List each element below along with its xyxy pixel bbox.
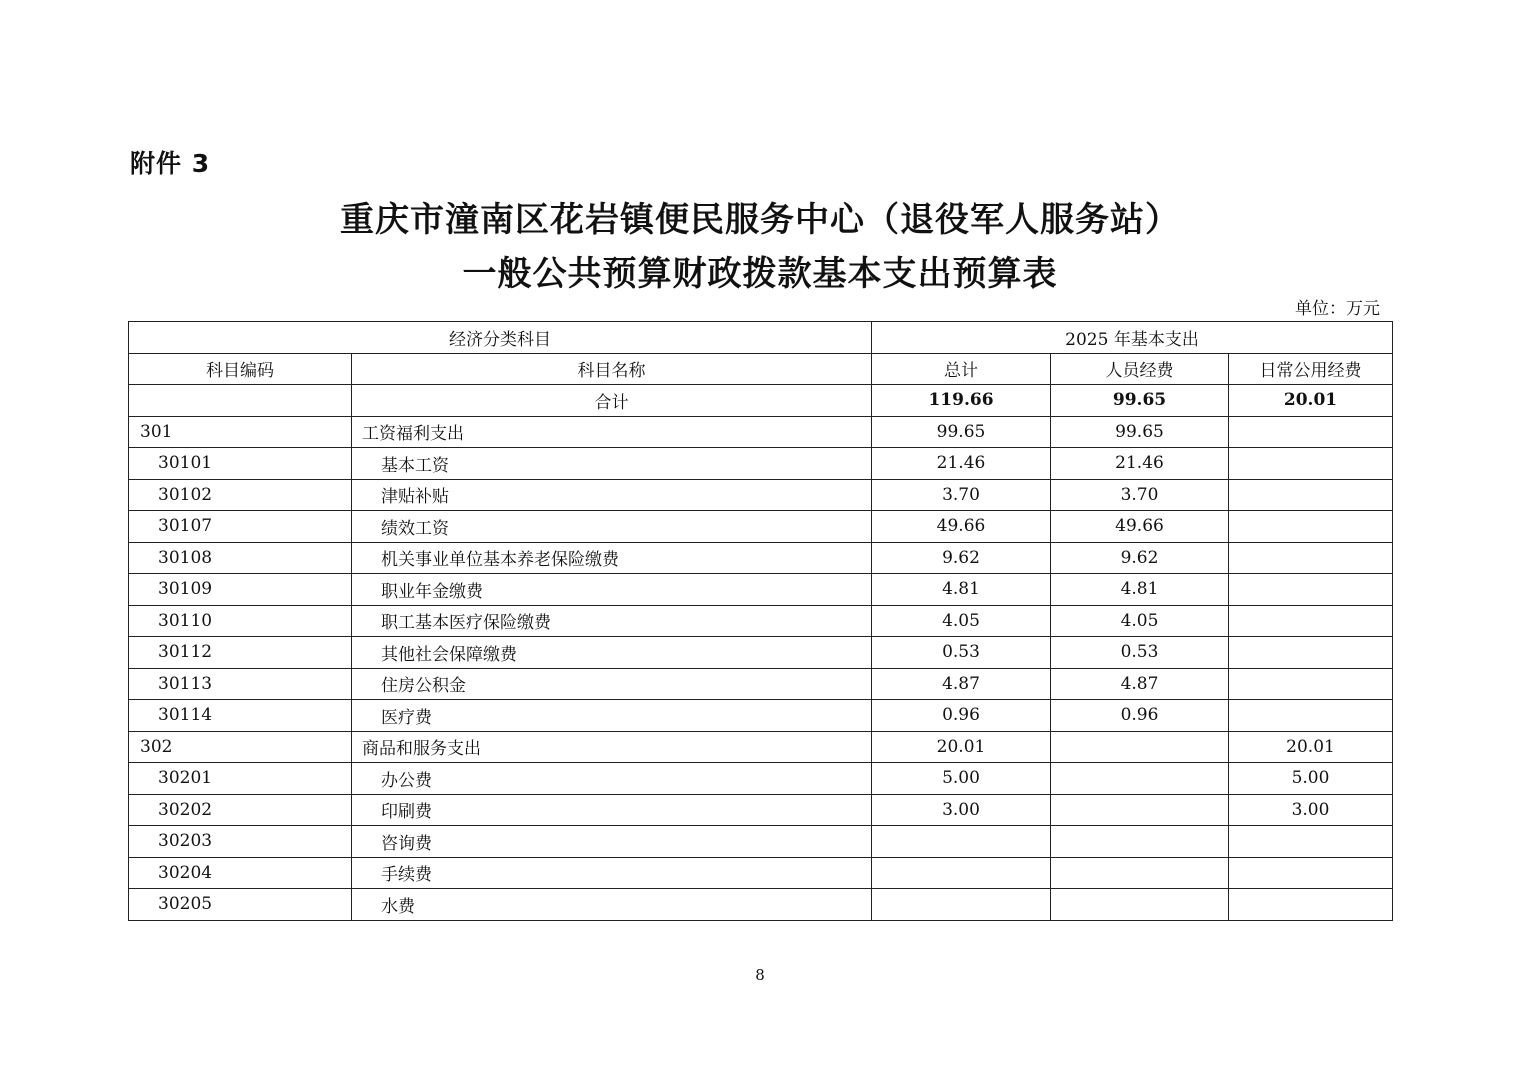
row-public-cell — [1229, 700, 1393, 732]
row-personnel-cell: 49.66 — [1051, 511, 1229, 543]
row-name-cell: 工资福利支出 — [352, 416, 872, 448]
row-code-cell: 30202 — [129, 794, 352, 826]
row-code-cell: 30112 — [129, 637, 352, 669]
row-personnel-cell: 99.65 — [1051, 416, 1229, 448]
row-personnel-cell: 0.96 — [1051, 700, 1229, 732]
row-total-cell: 4.87 — [872, 668, 1051, 700]
group-header-basic-expenditure: 2025 年基本支出 — [872, 322, 1393, 354]
row-public-cell — [1229, 416, 1393, 448]
table-row — [129, 731, 1393, 763]
row-total-cell: 4.05 — [872, 605, 1051, 637]
row-code-cell: 30101 — [129, 448, 352, 480]
unit-label: 单位：万元 — [1295, 299, 1380, 319]
row-code-cell: 30114 — [129, 700, 352, 732]
row-name-cell: 手续费 — [352, 857, 872, 889]
row-code-cell: 30113 — [129, 668, 352, 700]
row-public-cell — [1229, 605, 1393, 637]
row-personnel-cell: 9.62 — [1051, 542, 1229, 574]
row-code-cell: 30108 — [129, 542, 352, 574]
table-row — [129, 857, 1393, 889]
row-code-cell: 30110 — [129, 605, 352, 637]
row-personnel-cell — [1051, 731, 1229, 763]
table-row — [129, 763, 1393, 795]
total-row-total: 119.66 — [872, 385, 1051, 417]
table-row — [129, 700, 1393, 732]
table-row — [129, 448, 1393, 480]
row-name-cell: 医疗费 — [352, 700, 872, 732]
row-code-cell: 30102 — [129, 479, 352, 511]
row-total-cell — [872, 889, 1051, 921]
total-row-code-cell — [129, 385, 352, 417]
table-row — [129, 889, 1393, 921]
row-name-cell: 办公费 — [352, 763, 872, 795]
row-name-cell: 津贴补贴 — [352, 479, 872, 511]
total-row-label: 合计 — [352, 385, 872, 417]
row-personnel-cell: 0.53 — [1051, 637, 1229, 669]
budget-table — [128, 321, 1393, 921]
row-total-cell: 21.46 — [872, 448, 1051, 480]
table-row — [129, 605, 1393, 637]
row-name-cell: 基本工资 — [352, 448, 872, 480]
total-row-public: 20.01 — [1229, 385, 1393, 417]
row-code-cell: 30205 — [129, 889, 352, 921]
table-row — [129, 574, 1393, 606]
table-row — [129, 479, 1393, 511]
row-public-cell — [1229, 511, 1393, 543]
row-total-cell: 99.65 — [872, 416, 1051, 448]
row-personnel-cell: 4.87 — [1051, 668, 1229, 700]
row-total-cell: 20.01 — [872, 731, 1051, 763]
row-total-cell: 5.00 — [872, 763, 1051, 795]
row-name-cell: 印刷费 — [352, 794, 872, 826]
row-code-cell: 30201 — [129, 763, 352, 795]
table-row — [129, 542, 1393, 574]
row-code-cell: 30107 — [129, 511, 352, 543]
row-name-cell: 其他社会保障缴费 — [352, 637, 872, 669]
row-total-cell: 0.53 — [872, 637, 1051, 669]
row-public-cell — [1229, 637, 1393, 669]
table-column-header-row — [129, 353, 1393, 385]
row-code-cell: 301 — [129, 416, 352, 448]
column-header-personnel: 人员经费 — [1051, 353, 1229, 385]
row-personnel-cell — [1051, 794, 1229, 826]
row-public-cell — [1229, 889, 1393, 921]
attachment-label: 附件 3 — [130, 149, 211, 178]
column-header-name: 科目名称 — [352, 353, 872, 385]
row-name-cell: 绩效工资 — [352, 511, 872, 543]
row-personnel-cell — [1051, 763, 1229, 795]
row-total-cell: 3.00 — [872, 794, 1051, 826]
page-title-line-2: 一般公共预算财政拨款基本支出预算表 — [462, 254, 1058, 294]
row-code-cell: 302 — [129, 731, 352, 763]
row-personnel-cell: 21.46 — [1051, 448, 1229, 480]
row-code-cell: 30203 — [129, 826, 352, 858]
row-name-cell: 住房公积金 — [352, 668, 872, 700]
row-total-cell: 3.70 — [872, 479, 1051, 511]
table-row — [129, 511, 1393, 543]
table-row — [129, 826, 1393, 858]
row-name-cell: 机关事业单位基本养老保险缴费 — [352, 542, 872, 574]
row-name-cell: 商品和服务支出 — [352, 731, 872, 763]
row-public-cell — [1229, 542, 1393, 574]
row-name-cell: 水费 — [352, 889, 872, 921]
table-row — [129, 637, 1393, 669]
row-personnel-cell: 4.05 — [1051, 605, 1229, 637]
row-total-cell: 49.66 — [872, 511, 1051, 543]
row-public-cell — [1229, 479, 1393, 511]
row-public-cell: 5.00 — [1229, 763, 1393, 795]
row-name-cell: 职工基本医疗保险缴费 — [352, 605, 872, 637]
row-code-cell: 30204 — [129, 857, 352, 889]
row-public-cell — [1229, 668, 1393, 700]
column-header-code: 科目编码 — [129, 353, 352, 385]
row-public-cell — [1229, 857, 1393, 889]
table-group-header-row — [129, 322, 1393, 354]
row-name-cell: 咨询费 — [352, 826, 872, 858]
row-public-cell — [1229, 448, 1393, 480]
page-title-line-1: 重庆市潼南区花岩镇便民服务中心（退役军人服务站） — [340, 200, 1180, 240]
column-header-total: 总计 — [872, 353, 1051, 385]
total-row-personnel: 99.65 — [1051, 385, 1229, 417]
table-row — [129, 668, 1393, 700]
table-row — [129, 794, 1393, 826]
row-personnel-cell — [1051, 889, 1229, 921]
row-total-cell — [872, 826, 1051, 858]
row-total-cell: 0.96 — [872, 700, 1051, 732]
row-code-cell: 30109 — [129, 574, 352, 606]
row-public-cell: 20.01 — [1229, 731, 1393, 763]
row-personnel-cell — [1051, 826, 1229, 858]
table-total-row — [129, 385, 1393, 417]
table-row — [129, 416, 1393, 448]
group-header-economic-classification: 经济分类科目 — [129, 322, 872, 354]
row-public-cell — [1229, 826, 1393, 858]
row-public-cell — [1229, 574, 1393, 606]
row-total-cell: 4.81 — [872, 574, 1051, 606]
page-number: 8 — [755, 966, 765, 984]
row-total-cell: 9.62 — [872, 542, 1051, 574]
column-header-public: 日常公用经费 — [1229, 353, 1393, 385]
row-name-cell: 职业年金缴费 — [352, 574, 872, 606]
row-personnel-cell — [1051, 857, 1229, 889]
row-personnel-cell: 3.70 — [1051, 479, 1229, 511]
row-personnel-cell: 4.81 — [1051, 574, 1229, 606]
row-public-cell: 3.00 — [1229, 794, 1393, 826]
row-total-cell — [872, 857, 1051, 889]
